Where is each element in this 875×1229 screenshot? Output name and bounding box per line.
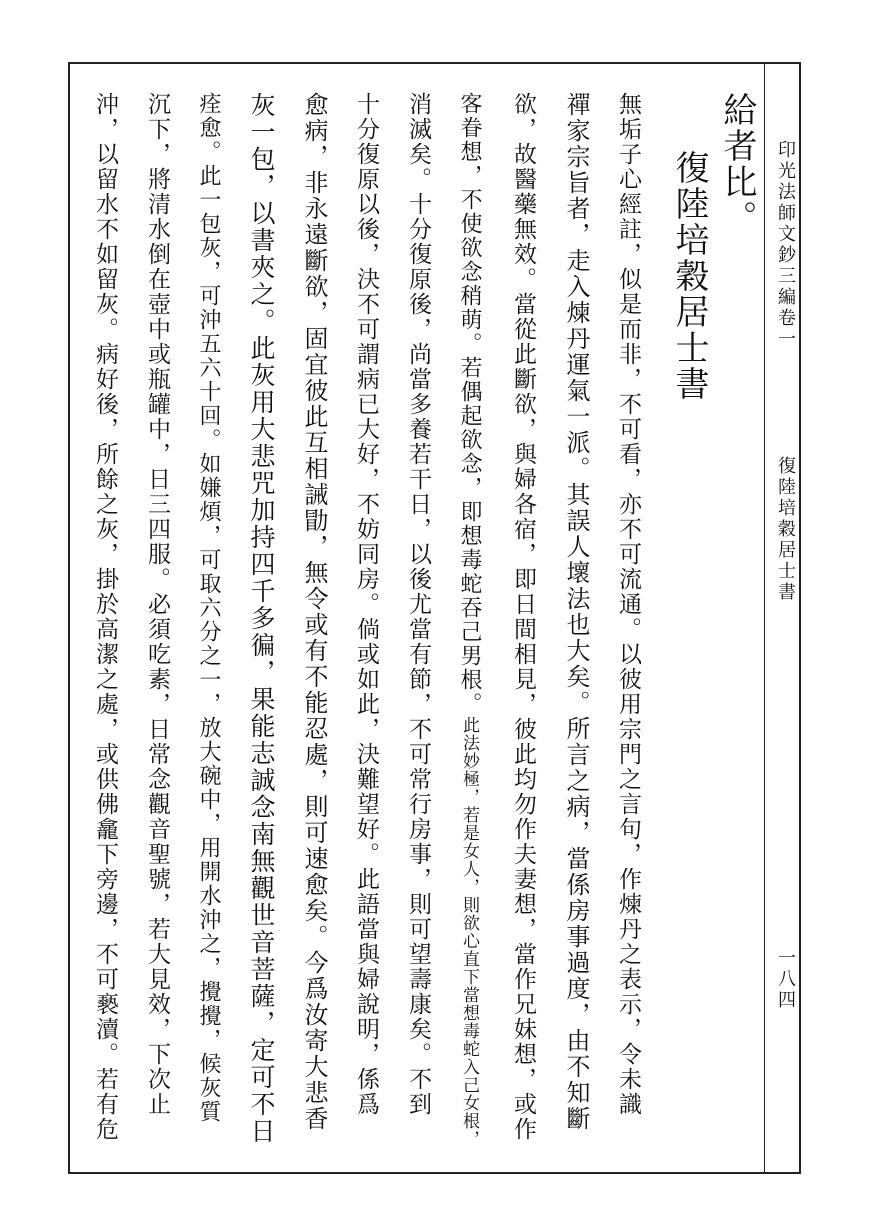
text-column-10: 痊愈。此一包灰，可沖五六十回。如嫌煩，可取六分之一，放大碗中，用開水沖之，攪攪，候灰質 bbox=[196, 92, 221, 1124]
text-column-6: 消滅矣。十分復原後，尚當多養若干日，以後尤當有節，不可常行房事，則可望壽康矣。不到 bbox=[405, 92, 431, 1117]
book-title: 印光法師文鈔三編卷一 bbox=[775, 140, 796, 350]
text-column-3: 禪家宗旨者，走入煉丹運氣一派。其誤人壞法也大矣。所言之病，當係房事過度，由不知斷 bbox=[562, 92, 590, 1132]
text-column-2: 無垢子心經註，似是而非，不可看，亦不可流通。以彼用宗門之言句，作煉丹之表示，令未識 bbox=[615, 92, 641, 1117]
letter-title: 復陸培穀居士書 bbox=[669, 150, 709, 402]
text-column-5 bbox=[458, 92, 480, 1148]
text-column-1: 給者比。 bbox=[717, 92, 757, 236]
note-col-a: 此法妙極，若是女人，則欲心直下 bbox=[459, 716, 479, 986]
margin-rule bbox=[764, 62, 765, 1174]
page-number: 一八四 bbox=[775, 948, 796, 1011]
text-column-8: 愈病，非永遠斷欲，固宜彼此互相誡勖，無令或有不能忍處，則可速愈矣。今爲汝寄大悲香 bbox=[300, 92, 328, 1132]
text-column-9: 灰一包，以書夾之。此灰用大悲咒加持四千多徧，果能志誠念南無觀世音菩薩，定可不日 bbox=[247, 92, 276, 1145]
text-column-7: 十分復原以後，決不可謂病已大好，不妨同房。倘或如此，決難望好。此語當與婦說明，係爲 bbox=[353, 92, 379, 1117]
text-column-11: 沉下，將清水倒在壺中或瓶罐中，日三四服。必須吃素，日常念觀音聖號，若大見效，下次止 bbox=[144, 92, 170, 1117]
text-column-5-main: 客眷想，不使欲念稍萌。若偶起欲念，即想毒蛇吞己男根。 bbox=[457, 92, 482, 716]
text-column-12: 沖，以留水不如留灰。病好後，所餘之灰，掛於高潔之處，或供佛龕下旁邊，不可褻瀆。若有危 bbox=[92, 92, 118, 1142]
section-title-margin: 復陸培穀居士書 bbox=[775, 456, 796, 603]
interlinear-note bbox=[458, 716, 480, 1148]
text-column-4: 欲，故醫藥無效。當從此斷欲，與婦各宿，即日間相見，彼此均勿作夫妻想，當作兄妹想，或作 bbox=[510, 92, 536, 1142]
note-col-b: 當想毒蛇入己女根， bbox=[459, 986, 479, 1148]
